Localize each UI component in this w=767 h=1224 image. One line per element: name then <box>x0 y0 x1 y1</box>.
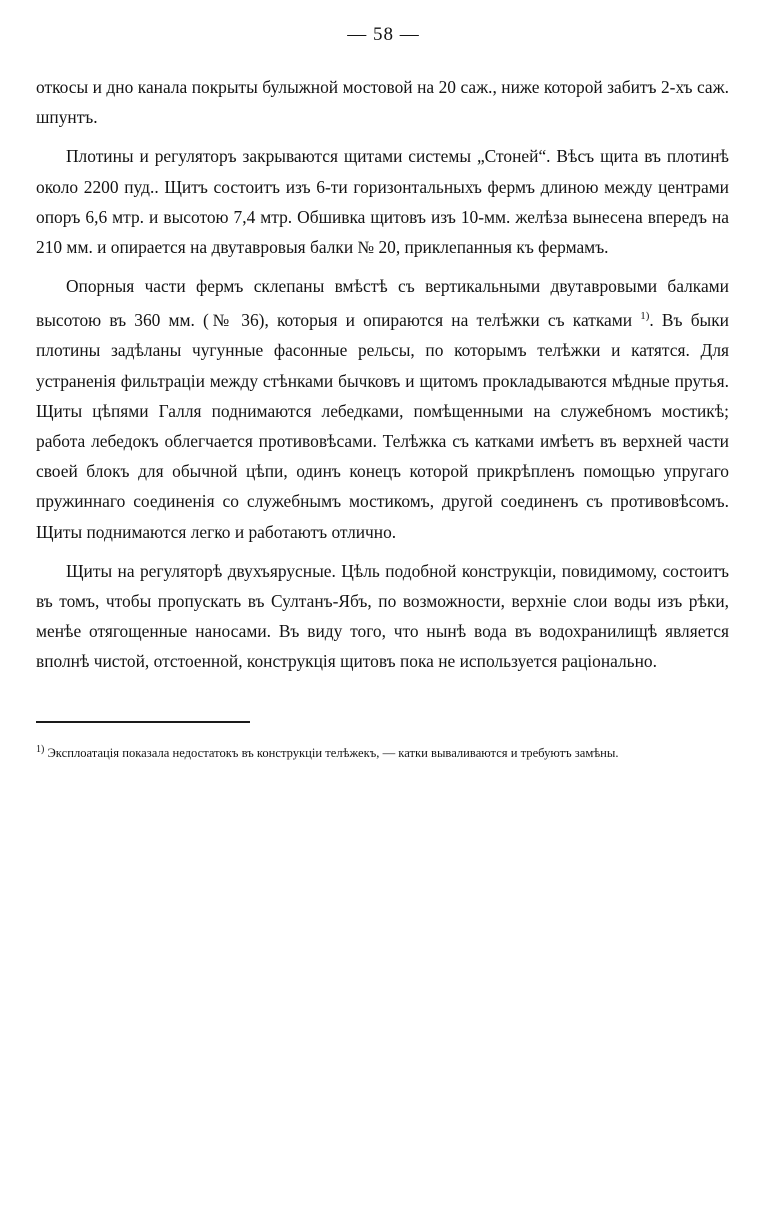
document-page <box>0 24 767 1224</box>
paragraph-4: Щиты на регуляторѣ двухъярусные. Цѣль подобной конструкціи, повидимому, состоитъ въ томъ, чтобы пропускать въ Султанъ-Ябъ, по возможности, верхніе слои воды изъ рѣки, менѣе отягощенные наносами. Въ виду того, что нынѣ вода въ водохранилищѣ является вполнѣ чистой, отстоенной, конструкція щитовъ пока не используется раціонально. <box>36 560 729 672</box>
body-text <box>36 72 729 677</box>
paragraph-3 <box>36 271 729 547</box>
paragraph-2: Плотины и регуляторъ закрываются щитами системы „Стоней“. Вѣсъ щита въ плотинѣ около 2200 пуд.. Щитъ состоитъ изъ 6-ти горизонтальныхъ фермъ длиною между центрами опоръ 6,6 мтр. и высотою 7,4 мтр. Обшивка щитовъ изъ 10-мм. желѣза вынесена впередъ на 210 мм. и опирается на двутавровыя балки № 20, приклепанныя къ фермамъ. <box>36 146 729 258</box>
paragraph-3-text-after-footnote: . Въ быки плотины задѣланы чугунные фасонные рельсы, по которымъ телѣжки и катятся. Для устраненія фильтраціи между стѣнками бычковъ и щитомъ прокладываются мѣдные прутья. Щиты цѣпями Галля поднимаются лебедками, помѣщенными на служебномъ мостикѣ; работа лебедокъ облегчается противовѣсами. Телѣжка съ катками имѣетъ въ верхней части своей блокъ для обычной цѣпи, одинъ конецъ которой прикрѣпленъ помощью упругаго пружиннаго соединенія со служебнымъ мостикомъ, другой соединенъ съ противовѣсомъ. Щиты поднимаются легко и работаютъ отлично. <box>36 310 729 542</box>
footnote-marker: 1) <box>36 743 45 755</box>
footnote-text: Эксплоатація показала недостатокъ въ конструкціи телѣжекъ, — катки вываливаются и требуютъ замѣны. <box>44 745 619 760</box>
footnote-divider <box>36 721 250 723</box>
paragraph-3-text-before-footnote: Опорныя части фермъ склепаны вмѣстѣ съ вертикальными двутавровыми балками высотою въ 360 мм. (№ 36), которыя и опираются на телѣжки съ катками <box>36 276 729 331</box>
paragraph-1: откосы и дно канала покрыты булыжной мостовой на 20 саж., ниже которой забитъ 2-хъ саж. шпунтъ. <box>36 77 729 128</box>
footnote-reference-marker[interactable]: 1) <box>640 310 650 323</box>
page-number: — 58 — <box>347 24 420 45</box>
footnote <box>36 739 723 764</box>
